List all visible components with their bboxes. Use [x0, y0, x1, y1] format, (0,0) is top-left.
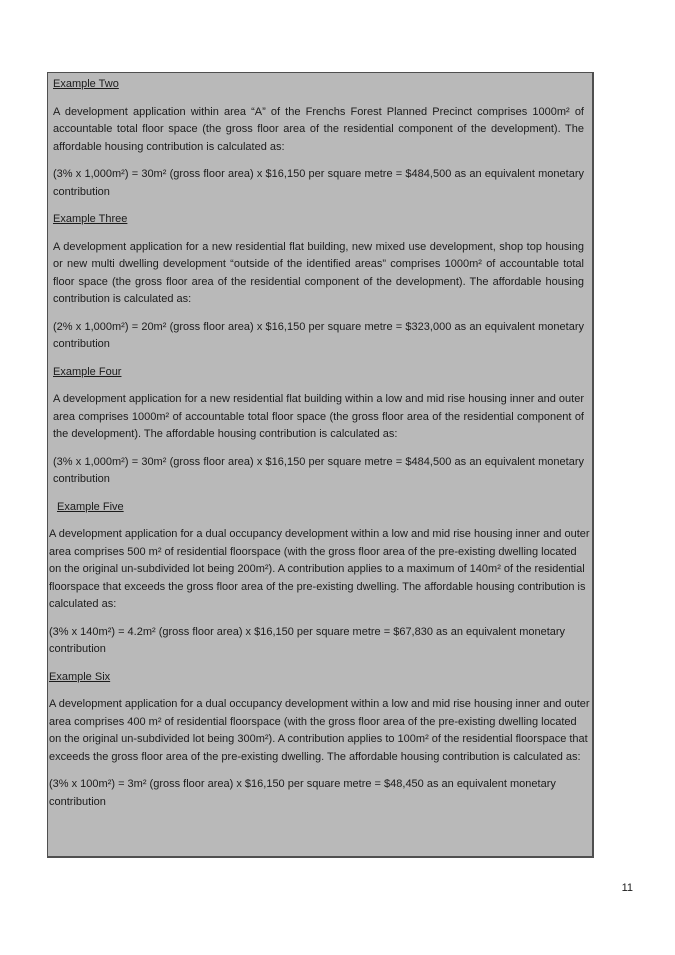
example-six-formula: (3% x 100m²) = 3m² (gross floor area) x $16,150 per square metre = $48,450 as an equivalent monetary contribution: [49, 778, 556, 808]
example-three-body: A development application for a new residential flat building, new mixed use development, shop top housing or new multi dwelling development “outside of the identified areas” comprises 1000m² of accountable total floor space (the gross floor area of the residential component of the development). The affordable housing contribution is calculated as:: [53, 240, 584, 305]
example-six-body: A development application for a dual occupancy development within a low and mid rise housing inner and outer area comprises 400 m² of residential floorspace (with the gross floor area of the pre-existing dwelling located on the original un-subdivided lot being 300m²). A contribution applies to 100m² of the residential floorspace that exceeds the gross floor area of the pre-existing dwelling. The affordable housing contribution is calculated as:: [49, 698, 590, 763]
example-four-section: [49, 364, 591, 489]
example-four-formula: (3% x 1,000m²) = 30m² (gross floor area) x $16,150 per square metre = $484,500 as an equivalent monetary contribution: [53, 455, 584, 485]
examples-box: [47, 72, 594, 858]
example-five-formula: (3% x 140m²) = 4.2m² (gross floor area) x $16,150 per square metre = $67,830 as an equivalent monetary contribution: [49, 625, 566, 655]
example-three-heading: Example Three: [53, 213, 128, 225]
example-two-body: A development application within area “A” of the Frenchs Forest Planned Precinct comprises 1000m² of accountable total floor space (the gross floor area of the residential component of the development). The affordable housing contribution is calculated as:: [53, 105, 584, 153]
example-two-formula: (3% x 1,000m²) = 30m² (gross floor area) x $16,150 per square metre = $484,500 as an equivalent monetary contribution: [53, 168, 584, 198]
example-three-formula: (2% x 1,000m²) = 20m² (gross floor area) x $16,150 per square metre = $323,000 as an equivalent monetary contribution: [53, 320, 584, 350]
example-five-section: [49, 499, 591, 659]
example-six-section: [49, 669, 591, 812]
example-four-heading: Example Four: [53, 365, 122, 378]
page-number: 11: [621, 882, 633, 894]
example-five-heading: Example Five: [57, 500, 124, 513]
example-six-heading: Example Six: [49, 670, 111, 683]
example-two-heading: Example Two: [53, 78, 119, 90]
example-five-body: A development application for a dual occupancy development within a low and mid rise housing inner and outer area comprises 500 m² of residential floorspace (with the gross floor area of the pre-existing dwelling located on the original un-subdivided lot being 200m²). A contribution applies to a maximum of 140m² of the residential floorspace that exceeds the gross floor area of the pre-existing dwelling. The affordable housing contribution is calculated as:: [49, 528, 590, 610]
example-three-section: [49, 211, 591, 354]
example-four-body: A development application for a new residential flat building within a low and mid rise housing inner and outer area comprises 1000m² of accountable total floor space (the gross floor area of the residential component of the development). The affordable housing contribution is calculated as:: [53, 393, 584, 440]
example-two-section: [49, 76, 591, 201]
